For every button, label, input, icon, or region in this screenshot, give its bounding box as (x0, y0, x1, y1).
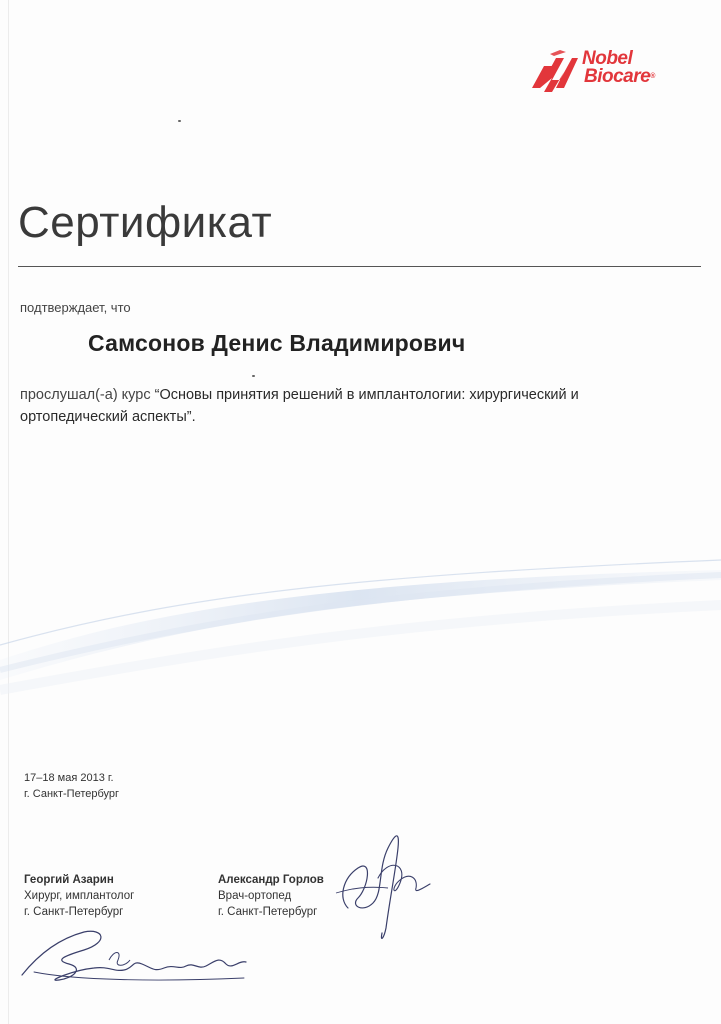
event-details (24, 770, 119, 802)
nobel-logo-mark-icon (530, 48, 580, 94)
logo-wordmark (582, 50, 655, 86)
title-divider (18, 266, 701, 267)
scan-speck (252, 375, 255, 377)
recipient-name: Самсонов Денис Владимирович (88, 330, 466, 356)
logo-line-1: Nobel (582, 48, 633, 69)
logo-line-2: Biocare (584, 66, 651, 87)
signer-2-role: Врач-ортопед (218, 890, 292, 902)
registered-mark: ® (650, 73, 655, 80)
signer-block-2 (218, 872, 324, 920)
confirms-text: подтверждает, что (20, 300, 131, 315)
decorative-wave (0, 520, 721, 720)
signer-1-city: г. Санкт-Петербург (24, 906, 124, 918)
signer-1-role: Хирург, имплантолог (24, 890, 135, 902)
event-dates: 17–18 мая 2013 г. (24, 772, 114, 784)
course-statement (20, 384, 640, 428)
signer-block-1 (24, 872, 134, 920)
event-city: г. Санкт-Петербург (24, 788, 120, 800)
signer-2-name: Александр Горлов (218, 874, 324, 886)
page-edge (8, 0, 9, 1024)
signature-azarin (14, 920, 264, 990)
signer-2-city: г. Санкт-Петербург (218, 906, 318, 918)
course-intro: прослушал(-а) курс (20, 387, 151, 403)
signature-gorlov (328, 818, 438, 948)
course-name: “Основы принятия решений в имплантологии: хирургический и ортопедический аспекты”. (20, 387, 579, 425)
certificate-title: Сертификат (18, 198, 273, 247)
scan-speck (178, 120, 181, 122)
nobel-biocare-logo (530, 48, 670, 96)
signer-1-name: Георгий Азарин (24, 874, 114, 886)
